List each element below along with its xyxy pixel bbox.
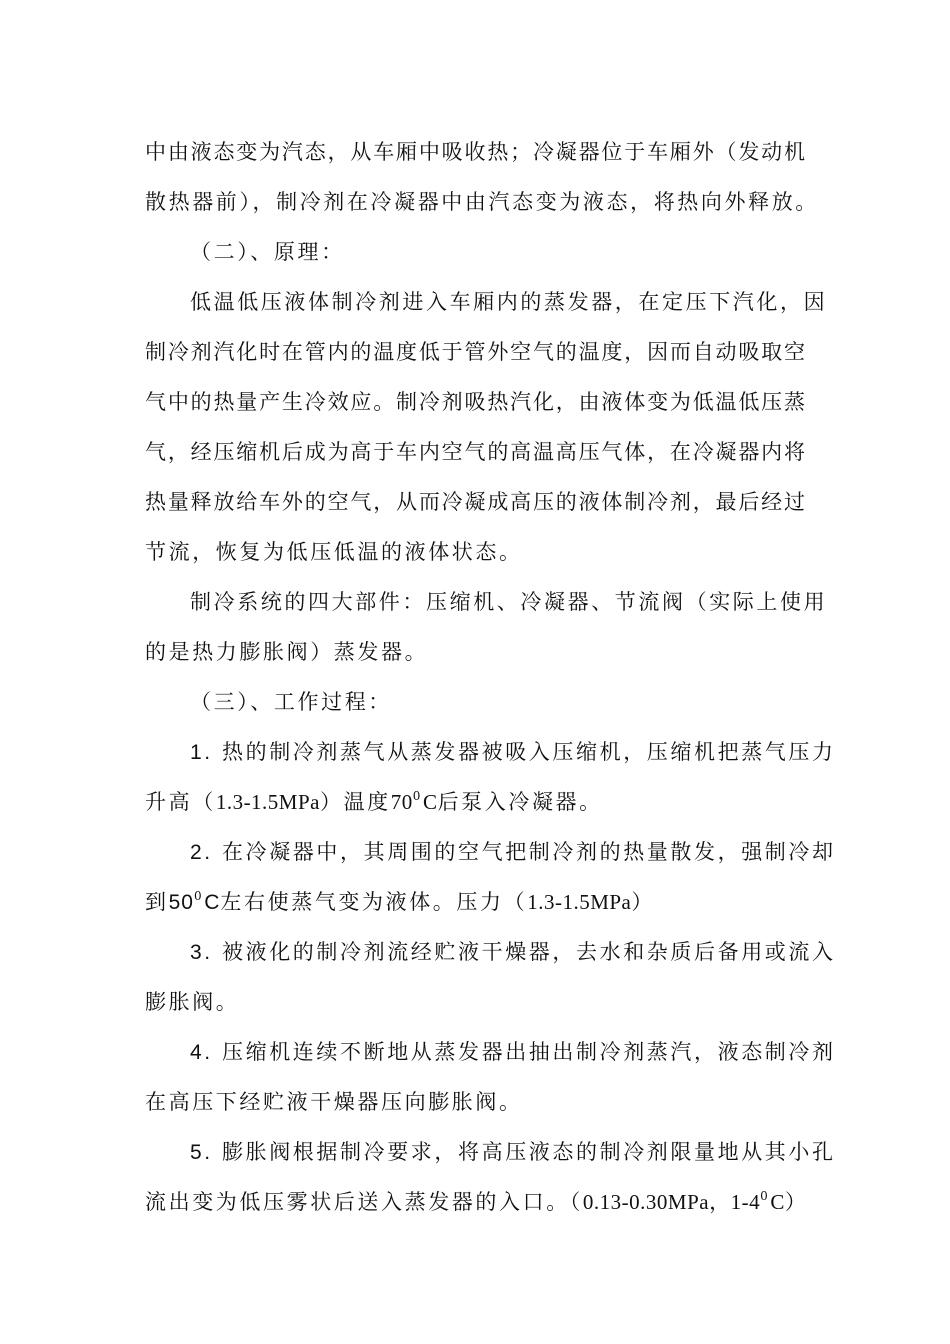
celsius-unit: C: [204, 891, 221, 914]
degree-superscript: 0: [760, 1189, 771, 1203]
paragraph-line: 中由液态变为汽态，从车厢中吸收热；冷凝器位于车厢外（发动机: [145, 140, 805, 164]
section-heading: （三）、工作过程：: [190, 690, 392, 714]
text-segment: 升高（: [145, 790, 216, 814]
text-segment: 流出变为低压雾状后送入蒸发器的入口。（: [145, 1190, 583, 1214]
text-segment: 后泵入冷凝器。: [437, 790, 603, 814]
paragraph-line: 气，经压缩机后成为高于车内空气的高温高压气体，在冷凝器内将: [145, 440, 805, 464]
list-item-line: 膨胀阀。: [145, 990, 240, 1014]
paragraph-line: 制冷剂汽化时在管内的温度低于管外空气的温度，因而自动吸取空: [145, 340, 805, 364]
text-segment: ）: [784, 1190, 809, 1214]
degree-superscript: 0: [193, 889, 205, 903]
list-item-text: 膨胀阀根据制冷要求，将高压液态的制冷剂限量地从其小孔: [222, 1140, 836, 1164]
list-item-text: 热的制冷剂蒸气从蒸发器被吸入压缩机，压缩机把蒸气压力: [222, 740, 836, 764]
section-heading: （二）、原理：: [190, 240, 345, 264]
list-number: 4.: [190, 1041, 213, 1064]
list-item-text: 被液化的制冷剂流经贮液干燥器，去水和杂质后备用或流入: [222, 940, 836, 964]
list-item-text: 压缩机连续不断地从蒸发器出抽出制冷剂蒸汽，液态制冷剂: [222, 1040, 836, 1064]
list-item-line: [190, 1038, 836, 1067]
list-item-line: [145, 888, 655, 917]
paragraph-line: 的是热力膨胀阀）蒸发器。: [145, 640, 429, 664]
list-number: 5.: [190, 1141, 213, 1164]
list-number: 2.: [190, 841, 213, 864]
text-segment: ）温度: [319, 790, 391, 814]
pressure-temperature-values: 0.13-0.30MPa，1-4: [582, 1190, 761, 1214]
text-segment: ）: [631, 890, 655, 914]
pressure-value: 1.3-1.5MPa: [527, 890, 632, 914]
list-item-text: 在冷凝器中，其周围的空气把制冷剂的热量散发，强制冷却: [222, 840, 836, 864]
list-number: 1.: [190, 741, 213, 764]
degree-superscript: 0: [412, 789, 424, 803]
list-item-line: [190, 738, 836, 767]
paragraph-line: 散热器前），制冷剂在冷凝器中由汽态变为液态，将热向外释放。: [145, 190, 819, 214]
text-segment: 左右使蒸气变为液体。压力（: [220, 890, 528, 914]
paragraph-line: 低温低压液体制冷剂进入车厢内的蒸发器，在定压下汽化，因: [190, 290, 828, 314]
celsius-unit: C: [770, 1190, 785, 1214]
paragraph-line: 气中的热量产生冷效应。制冷剂吸热汽化，由液体变为低温低压蒸: [145, 390, 805, 414]
list-item-line: 在高压下经贮液干燥器压向膨胀阀。: [145, 1090, 523, 1114]
celsius-unit: C: [423, 790, 438, 814]
temperature-value: 70: [390, 790, 413, 814]
list-item-line: [190, 838, 836, 867]
paragraph-line: 节流，恢复为低压低温的液体状态。: [145, 540, 523, 564]
list-item-line: [190, 938, 836, 967]
list-item-line: [145, 1188, 808, 1216]
list-number: 3.: [190, 941, 213, 964]
list-item-line: [145, 788, 603, 816]
list-item-line: [190, 1138, 836, 1167]
paragraph-line: 制冷系统的四大部件：压缩机、冷凝器、节流阀（实际上使用: [190, 590, 828, 614]
temperature-value: 50: [168, 891, 194, 914]
pressure-value: 1.3-1.5MPa: [215, 790, 320, 814]
paragraph-line: 热量释放给车外的空气，从而冷凝成高压的液体制冷剂，最后经过: [145, 490, 805, 514]
text-segment: 到: [145, 890, 169, 914]
